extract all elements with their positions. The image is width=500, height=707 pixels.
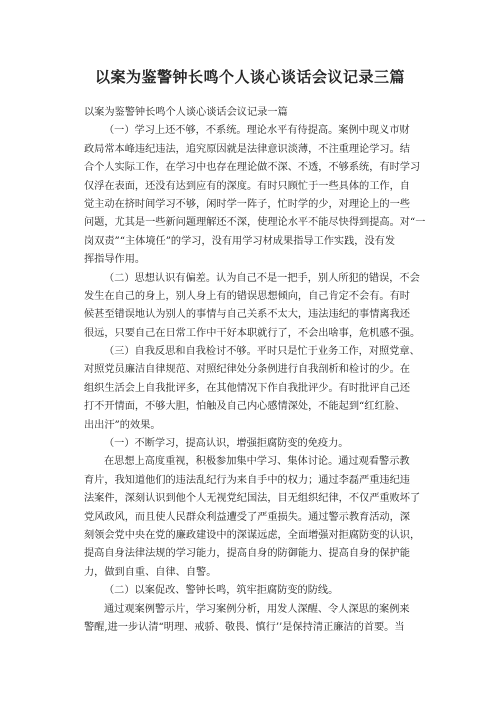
text-line: （一）不断学习，提高认识，增强拒腐防变的免疫力。 xyxy=(104,438,349,450)
text-line: 觉主动在挤时间学习不够，闲时学一阵子，忙时学的少，对理论上的一些 xyxy=(84,198,410,210)
text-line: 合个人实际工作，在学习中也存在理论做不深、不透，不够系统，有时学习 xyxy=(84,162,421,174)
document-subtitle: 以案为鉴警钟长鸣个人谈心谈话会议记录一篇 xyxy=(84,107,288,118)
text-line: 候甚至错误地认为别人的事情与自己关系不太大，违法违纪的事情离我还 xyxy=(84,309,410,321)
text-line: （三）自我反思和自我检讨不够。平时只是忙于业务工作，对照党章、 xyxy=(104,346,420,358)
text-line: 出出汗”的效果。 xyxy=(84,419,161,431)
text-line: 打不开情面，不够大胆，怕触及自己内心感情深处，不能起到“红红脸、 xyxy=(84,401,406,413)
text-line: 问题，尤其是一些新问题理解还不深，使理论水平不能尽快得到提高。对“一 xyxy=(84,217,426,229)
text-line: 政局常本峰违纪违法，追究原因就是法律意识淡薄，不注重理论学习。结 xyxy=(84,143,410,155)
text-line: 在思想上高度重视，积极参加集中学习、集体讨论。通过观看警示教 xyxy=(104,456,410,468)
document-body xyxy=(84,104,434,637)
text-line: （二）思想认识有偏差。认为自己不是一把手，别人所犯的错误，不会 xyxy=(104,272,420,284)
text-line: （一）学习上还不够，不系统。理论水平有待提高。案例中现义市财 xyxy=(104,125,410,137)
document-title: 以案为鉴警钟长鸣个人谈心谈话会议记录三篇 xyxy=(94,68,405,86)
text-line: 发生在自己的身上，别人身上有的错误思想倾向，自己肯定不会有。有时 xyxy=(84,290,410,302)
text-line: 通过观案例警示片，学习案例分析，用发人深醒、令人深思的案例来 xyxy=(104,603,410,615)
text-line: 挥指导作用。 xyxy=(84,254,146,266)
text-line: 对照党员廉洁自律规范、对照纪律处分条例进行自我剖析和检讨的少。在 xyxy=(84,364,410,376)
text-line: 岗双责”“主体境任”的学习，没有用学习材成果指导工作实践，没有发 xyxy=(84,235,396,247)
text-line: 仅浮在表面，还没有达到应有的深度。有时只顾忙于一些具体的工作，自 xyxy=(84,180,410,192)
text-line: 党风政风，而且使人民群众利益遭受了严重损失。通过警示教育活动，深 xyxy=(84,511,410,523)
paragraph-lines xyxy=(84,122,434,637)
text-line: 组织生活会上自我批评多，在其他情况下作自我批评少。有时批评自己还 xyxy=(84,382,410,394)
text-line: 育片，我知道他们的违法乱纪行为来自手中的权力；通过李磊严重违纪违 xyxy=(84,474,410,486)
text-line: 刻领会党中央在党的廉政建设中的深谋远虑，全面增强对拒腐防变的认识， xyxy=(84,529,421,541)
text-line: 法案件，深刻认识到他个人无视党纪国法，目无组织纪律，不仅严重败坏了 xyxy=(84,493,421,505)
text-line: 很远，只要自己在日常工作中干好本职就行了，不会出啥事，危机感不强。 xyxy=(84,327,421,339)
text-line: 警醒,进一步认清“明理、戒骄、敬畏、慎行’’是保持清正廉洁的首要。当 xyxy=(84,621,405,633)
text-line: （二）以案促改、警钟长鸣，筑牢拒腐防变的防线。 xyxy=(104,585,339,597)
text-line: 提高自身法律法规的学习能力，提高自身的防御能力、提高自身的保护能 xyxy=(84,548,410,560)
text-line: 力，做到自重、自律、自警。 xyxy=(84,566,217,578)
